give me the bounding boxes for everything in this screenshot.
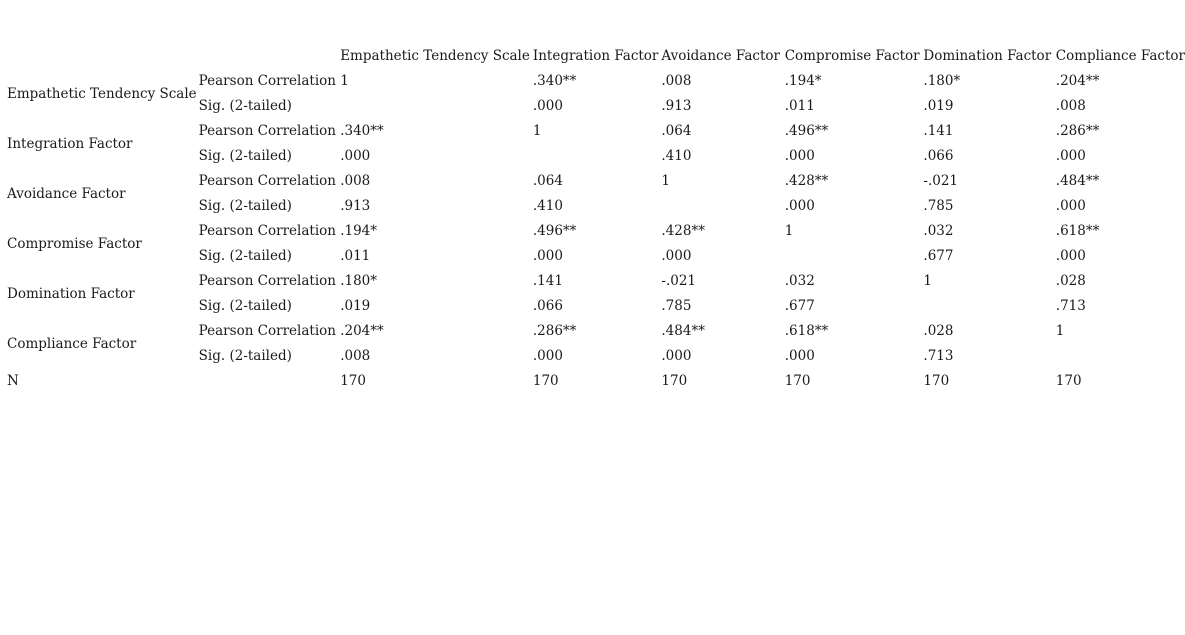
sig-value-cell: .677 — [923, 248, 954, 264]
statistic-label-pearson: Pearson Correlation — [198, 173, 336, 189]
pearson-value-cell: .064 — [661, 123, 692, 139]
sig-value-cell — [658, 194, 781, 219]
sig-value-cell: .713 — [923, 348, 954, 364]
pearson-value-cell: -.021 — [661, 273, 697, 289]
sig-value-cell: .410 — [661, 148, 692, 164]
pearson-value-cell: .028 — [923, 323, 954, 339]
pearson-value-cell: .032 — [923, 223, 954, 239]
pearson-value-cell: .194* — [784, 73, 822, 89]
column-header: Integration Factor — [532, 48, 659, 64]
corner-cell — [0, 44, 197, 69]
sig-value-cell: .000 — [1055, 148, 1086, 164]
sig-value-cell — [782, 244, 921, 269]
pearson-row — [0, 219, 1185, 244]
pearson-value-cell: .484** — [661, 323, 705, 339]
column-header: Compromise Factor — [784, 48, 920, 64]
n-value-cell: 170 — [661, 373, 688, 389]
sig-value-cell: .008 — [1055, 98, 1086, 114]
pearson-value-cell: .028 — [1055, 273, 1086, 289]
sig-value-cell: .011 — [340, 248, 371, 264]
statistic-label-sig: Sig. (2-tailed) — [198, 298, 292, 314]
n-label: N — [7, 373, 19, 389]
pearson-value-cell: .141 — [532, 273, 563, 289]
sig-value-cell: .066 — [923, 148, 954, 164]
sig-value-cell — [1053, 344, 1185, 369]
pearson-value-cell: .496** — [784, 123, 829, 139]
pearson-value-cell: .286** — [532, 323, 577, 339]
sig-value-cell: .000 — [661, 248, 692, 264]
n-value-cell: 170 — [784, 373, 811, 389]
pearson-value-cell: .484** — [1055, 173, 1100, 189]
pearson-value-cell: 1 — [784, 223, 794, 239]
pearson-value-cell: .204** — [1055, 73, 1100, 89]
empty-cell — [197, 369, 338, 394]
column-header: Domination Factor — [923, 48, 1052, 64]
n-value-cell: 170 — [532, 373, 559, 389]
sig-value-cell: .000 — [661, 348, 692, 364]
column-header: Empathetic Tendency Scale — [340, 48, 530, 64]
sig-value-cell: .410 — [532, 198, 563, 214]
sig-value-cell: .713 — [1055, 298, 1086, 314]
n-row — [0, 369, 1185, 394]
pearson-row — [0, 69, 1185, 94]
pearson-value-cell: 1 — [1055, 323, 1065, 339]
sig-value-cell: .019 — [340, 298, 371, 314]
pearson-value-cell: .618** — [1055, 223, 1100, 239]
correlation-table — [0, 44, 1185, 394]
sig-value-cell: .000 — [784, 198, 815, 214]
correlation-table-container — [0, 44, 1185, 394]
column-header: Avoidance Factor — [661, 48, 780, 64]
statistic-label-sig: Sig. (2-tailed) — [198, 198, 292, 214]
pearson-value-cell: .428** — [784, 173, 829, 189]
column-header: Compliance Factor — [1055, 48, 1185, 64]
sig-value-cell: .913 — [661, 98, 692, 114]
n-value-cell: 170 — [340, 373, 366, 389]
pearson-value-cell: .204** — [340, 323, 384, 339]
row-variable-label: Avoidance Factor — [7, 185, 126, 202]
sig-value-cell: .913 — [340, 198, 371, 214]
corner-cell — [197, 44, 338, 69]
sig-value-cell: .011 — [784, 98, 815, 114]
row-variable-label: Empathetic Tendency Scale — [7, 85, 197, 102]
statistic-label-pearson: Pearson Correlation — [198, 223, 336, 239]
pearson-value-cell: .032 — [784, 273, 815, 289]
pearson-value-cell: .428** — [661, 223, 705, 239]
pearson-row — [0, 119, 1185, 144]
pearson-value-cell: -.021 — [923, 173, 959, 189]
pearson-value-cell: .141 — [923, 123, 954, 139]
pearson-value-cell: 1 — [661, 173, 670, 189]
pearson-value-cell: .008 — [340, 173, 371, 189]
statistic-label-pearson: Pearson Correlation — [198, 123, 336, 139]
sig-value-cell: .066 — [532, 298, 563, 314]
sig-value-cell: .000 — [784, 348, 815, 364]
sig-value-cell: .000 — [532, 248, 563, 264]
pearson-value-cell: .286** — [1055, 123, 1100, 139]
pearson-value-cell: .618** — [784, 323, 829, 339]
pearson-value-cell: .008 — [661, 73, 692, 89]
pearson-value-cell: .496** — [532, 223, 577, 239]
pearson-value-cell: 1 — [340, 73, 349, 89]
sig-value-cell: .000 — [784, 148, 815, 164]
pearson-value-cell: 1 — [923, 273, 932, 289]
pearson-value-cell: .180* — [923, 73, 961, 89]
sig-value-cell: .677 — [784, 298, 815, 314]
n-value-cell: 170 — [923, 373, 950, 389]
pearson-row — [0, 269, 1185, 294]
pearson-value-cell: .064 — [532, 173, 563, 189]
sig-value-cell: .785 — [923, 198, 954, 214]
statistic-label-sig: Sig. (2-tailed) — [198, 148, 292, 164]
sig-value-cell: .000 — [1055, 198, 1086, 214]
statistic-label-sig: Sig. (2-tailed) — [198, 348, 292, 364]
sig-value-cell: .000 — [532, 348, 563, 364]
statistic-label-sig: Sig. (2-tailed) — [198, 98, 292, 114]
row-variable-label: Compliance Factor — [7, 335, 137, 352]
pearson-value-cell: .340** — [532, 73, 577, 89]
row-variable-label: Integration Factor — [7, 135, 133, 152]
sig-value-cell: .019 — [923, 98, 954, 114]
table-body — [0, 69, 1185, 394]
header-row — [0, 44, 1185, 69]
row-variable-label: Compromise Factor — [7, 235, 142, 252]
pearson-value-cell: .340** — [340, 123, 384, 139]
statistic-label-pearson: Pearson Correlation — [198, 73, 336, 89]
sig-value-cell — [337, 94, 530, 119]
pearson-row — [0, 169, 1185, 194]
pearson-value-cell: .180* — [340, 273, 378, 289]
sig-value-cell: .000 — [340, 148, 371, 164]
n-value-cell: 170 — [1055, 373, 1082, 389]
statistic-label-sig: Sig. (2-tailed) — [198, 248, 292, 264]
sig-value-cell: .008 — [340, 348, 371, 364]
statistic-label-pearson: Pearson Correlation — [198, 323, 336, 339]
sig-value-cell — [920, 294, 1052, 319]
pearson-row — [0, 319, 1185, 344]
sig-value-cell: .785 — [661, 298, 692, 314]
sig-value-cell: .000 — [532, 98, 563, 114]
statistic-label-pearson: Pearson Correlation — [198, 273, 336, 289]
pearson-value-cell: 1 — [532, 123, 542, 139]
pearson-value-cell: .194* — [340, 223, 378, 239]
row-variable-label: Domination Factor — [7, 285, 135, 302]
sig-value-cell: .000 — [1055, 248, 1086, 264]
sig-value-cell — [530, 144, 659, 169]
